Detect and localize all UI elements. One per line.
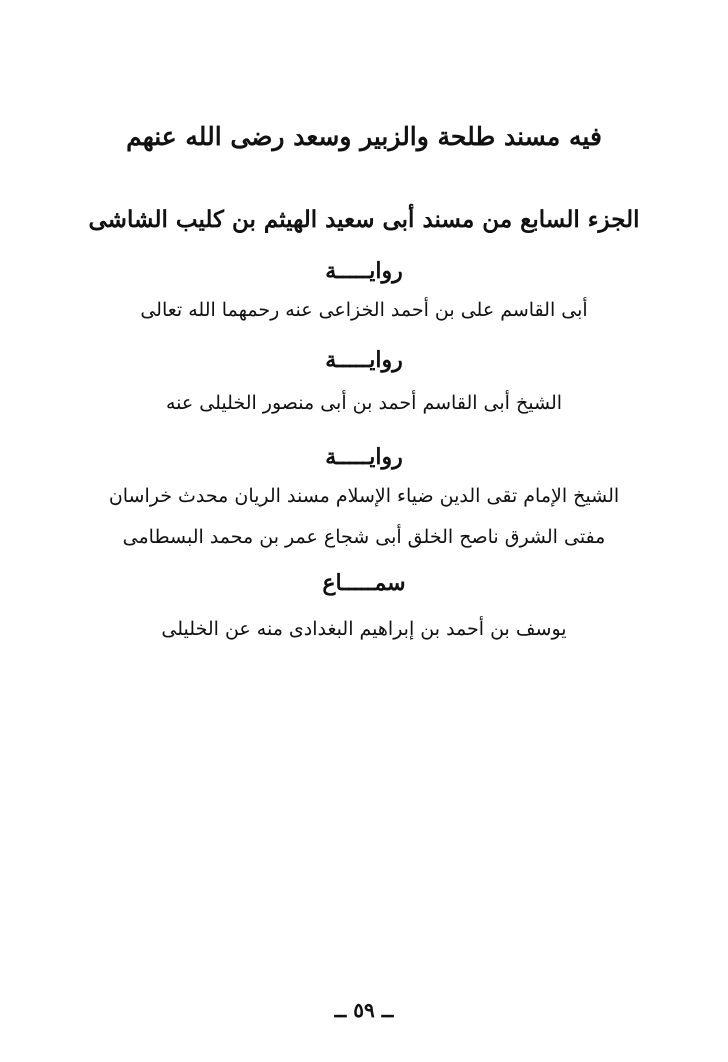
- narrator-line-1: أبى القاسم على بن أحمد الخزاعى عنه رحمهما الله تعالى: [140, 299, 588, 321]
- narrator-line-2: الشيخ أبى القاسم أحمد بن أبى منصور الخليلى عنه: [165, 392, 563, 414]
- riwaya-label-1: روايـــــة: [325, 258, 403, 284]
- page-title: فيه مسند طلحة والزبير وسعد رضى الله عنهم: [126, 122, 602, 151]
- riwaya-label-3: روايـــــة: [325, 444, 403, 470]
- narrator-line-4: مفتى الشرق ناصح الخلق أبى شجاع عمر بن محمد البسطامى: [122, 526, 606, 548]
- narrator-line-5: يوسف بن أحمد بن إبراهيم البغدادى منه عن الخليلى: [161, 618, 567, 640]
- narrator-line-3: الشيخ الإمام تقى الدين ضياء الإسلام مسند الريان محدث خراسان: [108, 485, 620, 507]
- page-number: ــ ٥٩ ــ: [334, 998, 394, 1022]
- riwaya-label-2: روايـــــة: [325, 347, 403, 373]
- section-heading: الجزء السابع من مسند أبى سعيد الهيثم بن كليب الشاشى: [88, 206, 640, 233]
- samaa-label: سمـــــاع: [322, 570, 406, 596]
